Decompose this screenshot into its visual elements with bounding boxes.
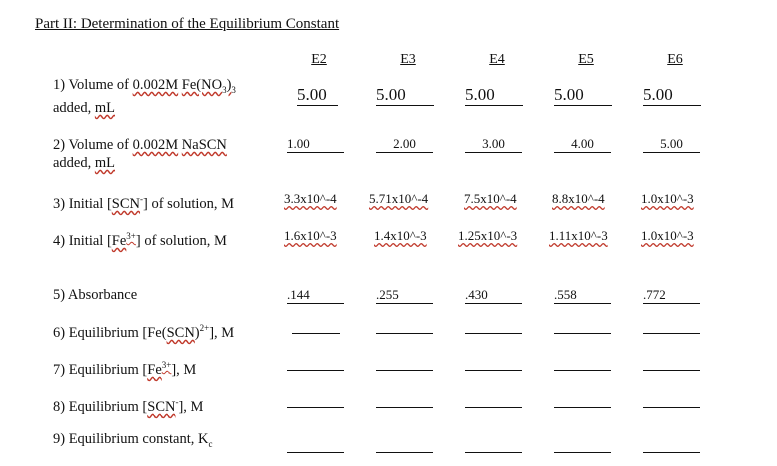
- value-fe-volume-e5[interactable]: 5.00: [554, 85, 612, 106]
- row-label-absorbance: 5) Absorbance: [53, 287, 138, 303]
- row-label-initial-scn: 3) Initial [SCN-] of solution, M: [53, 194, 235, 212]
- value-absorbance-e4[interactable]: .430: [465, 287, 522, 304]
- row-label-equilibrium-scn: 8) Equilibrium [SCN-], M: [53, 397, 204, 415]
- value-initial-fe-e3[interactable]: 1.4x10^-3: [374, 228, 427, 243]
- row-label-equilibrium-constant: 9) Equilibrium constant, $K_c$: [53, 431, 213, 449]
- value-scn-volume-e5[interactable]: 4.00: [554, 136, 611, 153]
- blank-scn-e2[interactable]: [287, 407, 344, 408]
- blank-scn-e4[interactable]: [465, 407, 522, 408]
- row-label-equilibrium-fe: 7) Equilibrium $[Fe^{3+}]$, M: [53, 360, 197, 378]
- value-initial-scn-e5[interactable]: 8.8x10^-4: [552, 191, 605, 206]
- column-header-e3: E3: [400, 52, 416, 67]
- blank-kc-e2[interactable]: [287, 452, 344, 453]
- blank-scn-e5[interactable]: [554, 407, 611, 408]
- column-header-e4: E4: [489, 52, 505, 67]
- value-initial-fe-e6[interactable]: 1.0x10^-3: [641, 228, 694, 243]
- blank-fe-e4[interactable]: [465, 370, 522, 371]
- value-absorbance-e5[interactable]: .558: [554, 287, 611, 304]
- row-label-fe-no3-volume: 1) Volume of 0.002M $Fe(NO_3)_3$ added, mL: [53, 77, 236, 116]
- row-label-equilibrium-fescn: 6) Equilibrium [Fe(SCN)$^{2+}$], M: [53, 323, 235, 341]
- value-fe-volume-e2[interactable]: 5.00: [297, 85, 338, 106]
- column-header-e2: E2: [311, 52, 327, 67]
- value-fe-volume-e6[interactable]: 5.00: [643, 85, 701, 106]
- value-initial-scn-e2[interactable]: 3.3x10^-4: [284, 191, 337, 206]
- blank-kc-e4[interactable]: [465, 452, 522, 453]
- blank-kc-e5[interactable]: [554, 452, 611, 453]
- value-absorbance-e2[interactable]: .144: [287, 287, 344, 304]
- value-scn-volume-e2[interactable]: 1.00: [287, 136, 344, 153]
- blank-kc-e6[interactable]: [643, 452, 700, 453]
- value-scn-volume-e6[interactable]: 5.00: [643, 136, 700, 153]
- value-absorbance-e3[interactable]: .255: [376, 287, 433, 304]
- value-fe-volume-e4[interactable]: 5.00: [465, 85, 523, 106]
- blank-fe-e2[interactable]: [287, 370, 344, 371]
- blank-fescn-e4[interactable]: [465, 333, 522, 334]
- value-initial-fe-e2[interactable]: 1.6x10^-3: [284, 228, 337, 243]
- value-fe-volume-e3[interactable]: 5.00: [376, 85, 434, 106]
- page-title: Part II: Determination of the Equilibrium Constant: [35, 16, 340, 32]
- blank-fescn-e3[interactable]: [376, 333, 433, 334]
- value-initial-scn-e3[interactable]: 5.71x10^-4: [369, 191, 429, 206]
- value-scn-volume-e4[interactable]: 3.00: [465, 136, 522, 153]
- blank-fescn-e6[interactable]: [643, 333, 700, 334]
- row-label-nascn-volume: 2) Volume of 0.002M NaSCN added, mL: [53, 137, 227, 171]
- blank-fe-e5[interactable]: [554, 370, 611, 371]
- value-initial-fe-e4[interactable]: 1.25x10^-3: [458, 228, 518, 243]
- row-label-initial-fe: 4) Initial $[Fe^{3+}]$ of solution, M: [53, 231, 227, 249]
- blank-scn-e3[interactable]: [376, 407, 433, 408]
- blank-fe-e6[interactable]: [643, 370, 700, 371]
- value-initial-scn-e6[interactable]: 1.0x10^-3: [641, 191, 694, 206]
- value-initial-fe-e5[interactable]: 1.11x10^-3: [549, 228, 608, 243]
- blank-scn-e6[interactable]: [643, 407, 700, 408]
- blank-kc-e3[interactable]: [376, 452, 433, 453]
- blank-fe-e3[interactable]: [376, 370, 433, 371]
- column-header-e5: E5: [578, 52, 594, 67]
- column-header-e6: E6: [667, 52, 683, 67]
- value-scn-volume-e3[interactable]: 2.00: [376, 136, 433, 153]
- blank-fescn-e5[interactable]: [554, 333, 611, 334]
- blank-fescn-e2[interactable]: [292, 333, 340, 334]
- value-absorbance-e6[interactable]: .772: [643, 287, 700, 304]
- value-initial-scn-e4[interactable]: 7.5x10^-4: [464, 191, 517, 206]
